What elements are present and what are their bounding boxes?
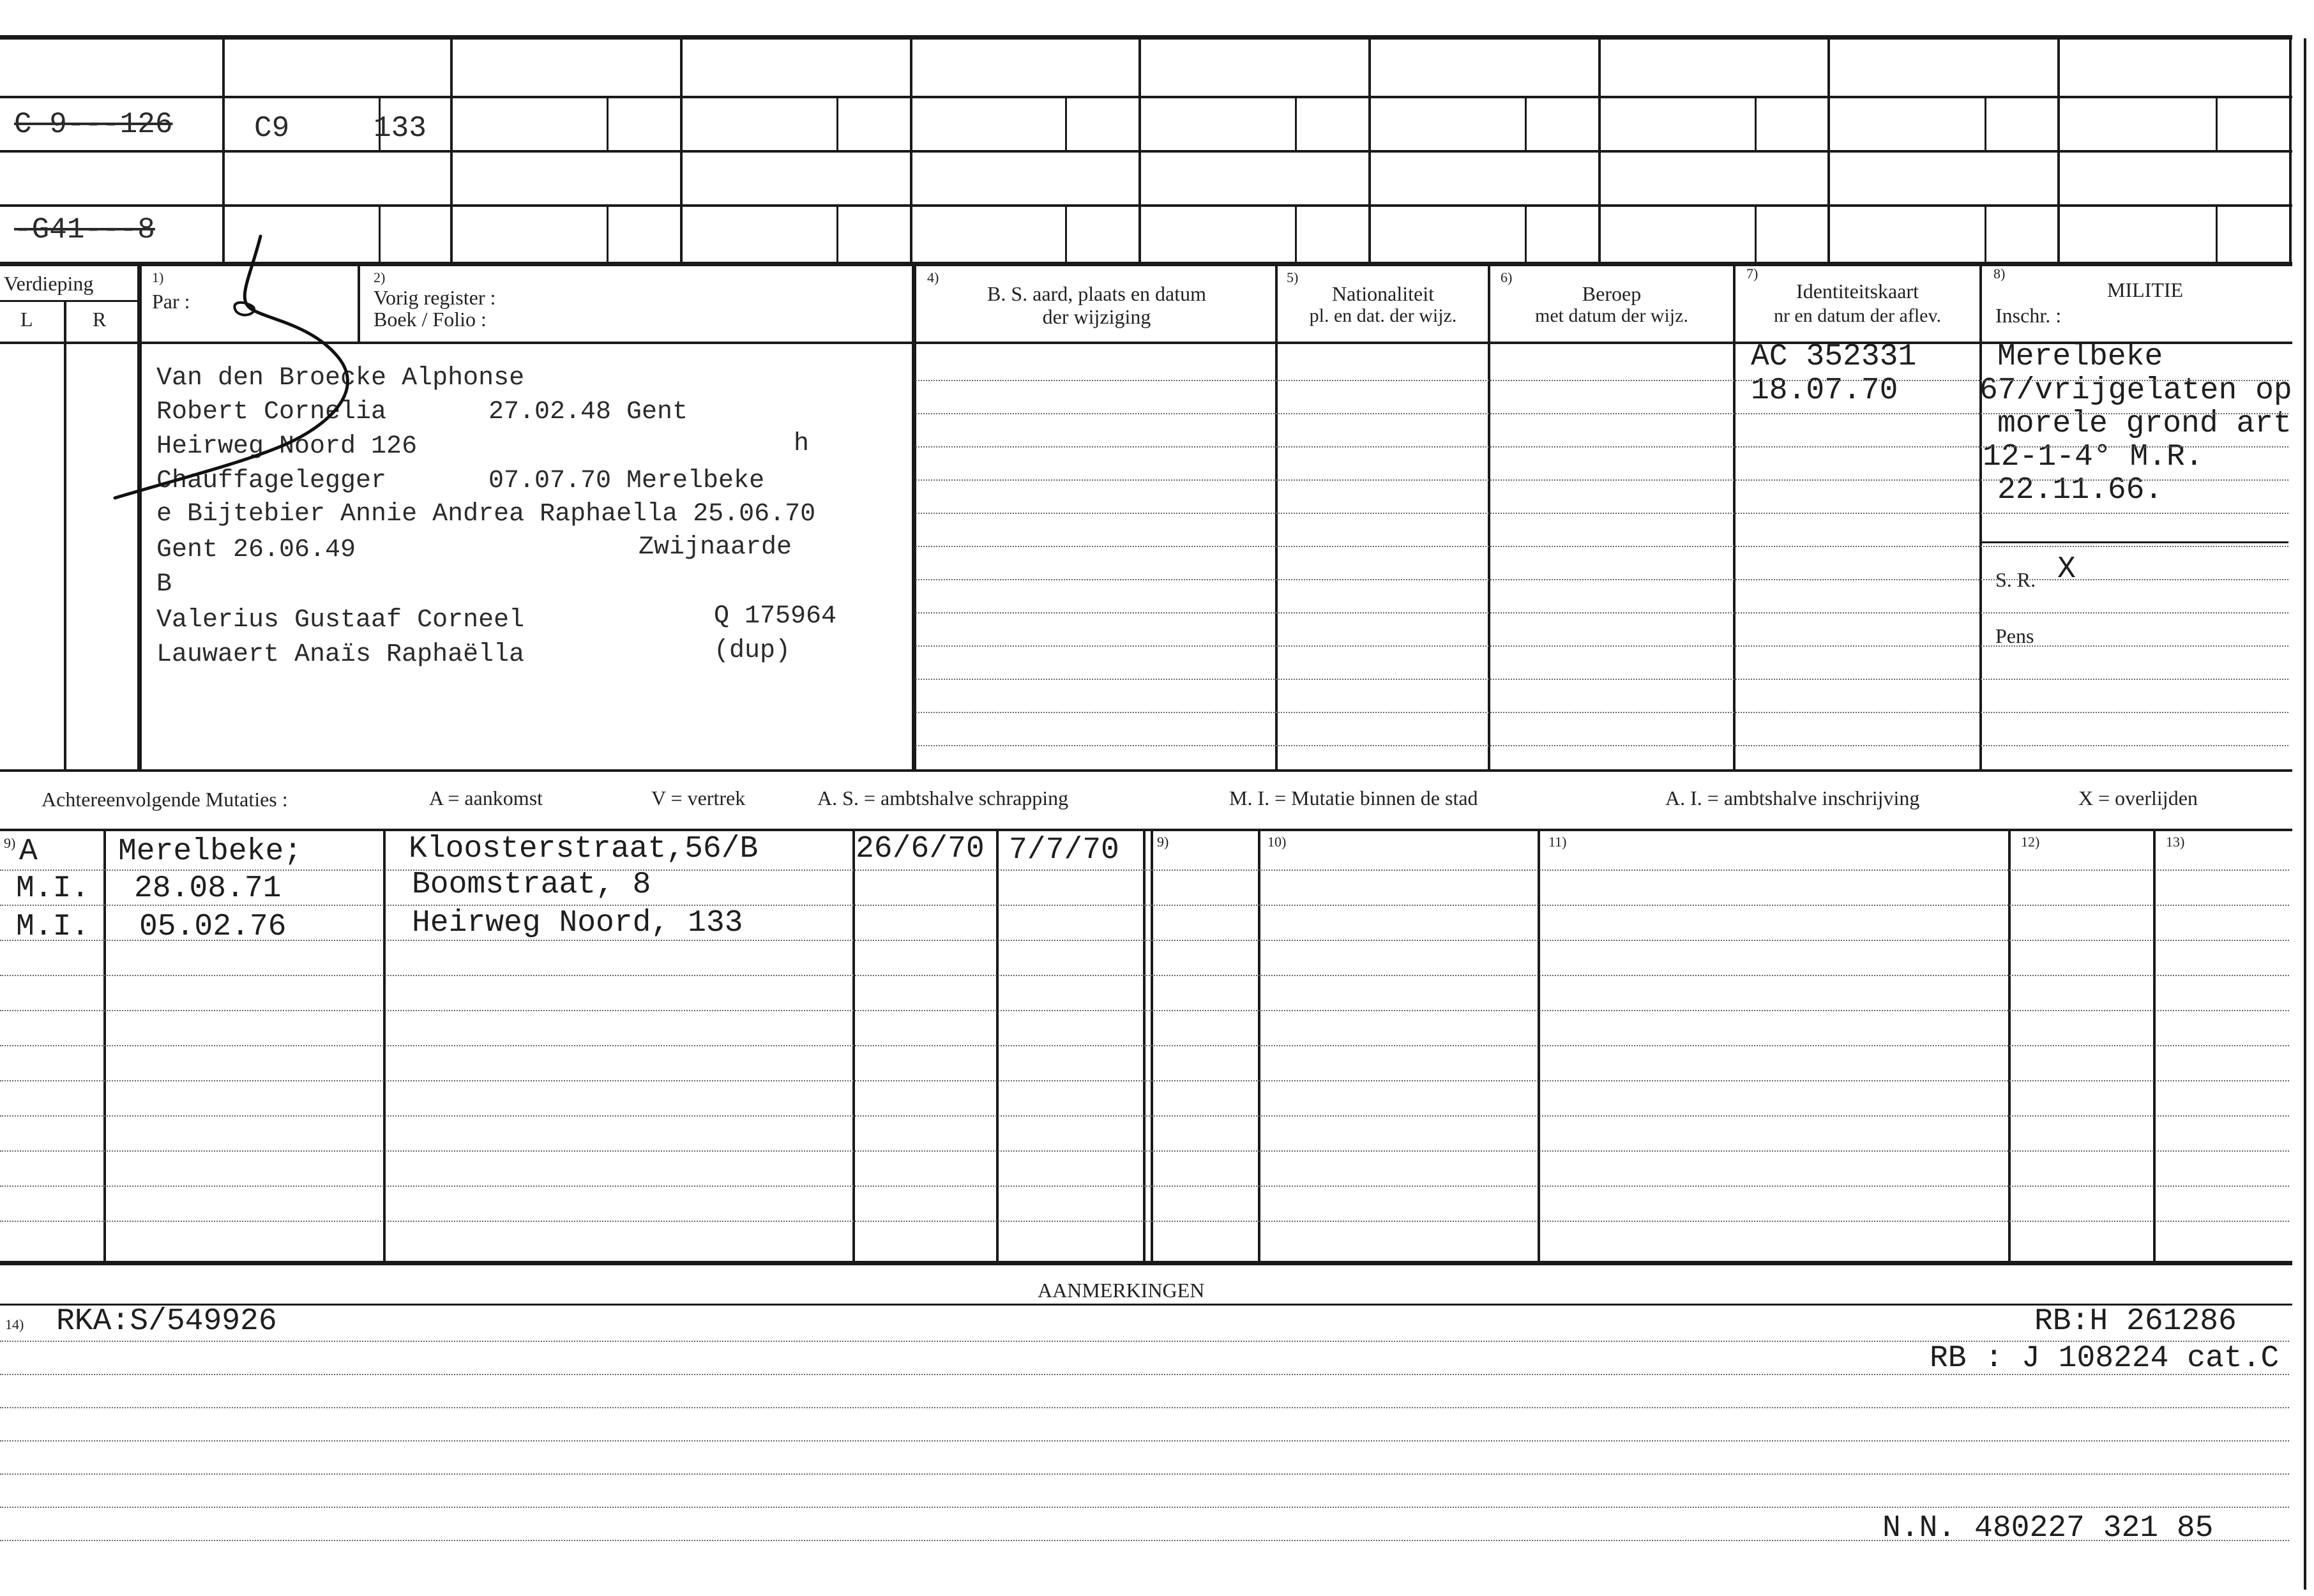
verdieping-label: Verdieping — [4, 272, 94, 295]
person-line-6a: Gent 26.06.49 — [156, 536, 356, 564]
beroep-num: 6) — [1501, 269, 1513, 285]
mut-col — [383, 830, 386, 1264]
ruled-line — [0, 1341, 2289, 1342]
id-number: AC 352331 — [1751, 340, 1917, 374]
grid-col — [1138, 37, 1141, 262]
grid-subcol — [1755, 204, 1757, 262]
person-line-8a: Valerius Gustaaf Corneel — [156, 606, 525, 635]
ruled-line — [916, 645, 2288, 647]
bs-num: 4) — [927, 269, 939, 285]
militie-label: MILITIE — [2107, 278, 2184, 301]
person-line-2b: 27.02.48 Gent — [488, 398, 688, 426]
boek-label: Boek / Folio : — [374, 308, 487, 331]
top-border — [0, 35, 2292, 40]
ruled-line — [916, 479, 2288, 481]
person-line-1: Van den Broecke Alphonse — [156, 364, 525, 393]
remarks-rbh: RB:H 261286 — [2034, 1304, 2237, 1339]
mut-row3-address: Heirweg Noord, 133 — [412, 906, 743, 940]
handwritten-signature-stroke — [102, 230, 370, 511]
mut-num-9a: 9) — [4, 835, 16, 851]
militie-num: 8) — [1993, 266, 2006, 282]
mut-row1-place: Merelbeke; — [118, 834, 303, 869]
id-label-2: nr en datum der aflev. — [1773, 305, 1942, 326]
militie-line-5: 22.11.66. — [1997, 473, 2163, 508]
grid-subcol — [2216, 204, 2218, 262]
ruled-line — [0, 1045, 2289, 1046]
col-beroep — [1488, 263, 1490, 771]
mut-num-9b: 9) — [1157, 834, 1169, 850]
legend-x: X = overlijden — [2078, 787, 2198, 809]
grid-subcol — [836, 96, 838, 150]
militie-line-1: Merelbeke — [1997, 340, 2163, 374]
mut-row2-address: Boomstraat, 8 — [412, 868, 651, 902]
grid-subcol — [1985, 96, 1986, 150]
vorig-num: 2) — [374, 269, 386, 285]
grid-col — [1368, 37, 1371, 262]
r-label: R — [93, 308, 107, 331]
code-c9: C9 — [254, 112, 290, 145]
ruled-line — [0, 975, 2289, 976]
grid-col — [222, 37, 225, 262]
remarks-rbj: RB : J 108224 cat.C — [1930, 1341, 2280, 1376]
ruled-line — [0, 1473, 2289, 1475]
grid-line — [0, 150, 2292, 153]
militie-line-4: 12-1-4° M.R. — [1983, 440, 2204, 474]
person-line-9a: Lauwaert Anaïs Raphaëlla — [156, 640, 525, 669]
id-date: 18.07.70 — [1751, 373, 1898, 408]
id-num: 7) — [1746, 266, 1758, 282]
code-133: 133 — [374, 112, 427, 145]
grid-subcol — [1525, 96, 1527, 150]
ruled-line — [0, 1080, 2289, 1081]
person-line-8b: Q 175964 — [714, 602, 837, 631]
sr-label: S. R. — [1995, 568, 2036, 591]
grid-subcol — [1985, 204, 1986, 262]
grid-col — [680, 37, 683, 262]
mut-col — [1258, 830, 1260, 1264]
person-line-3b: h — [794, 430, 810, 458]
col-nat — [1275, 263, 1278, 771]
grid-subcol — [836, 204, 838, 262]
inschr-label: Inschr. : — [1995, 304, 2062, 327]
person-line-4a: Chauffagelegger — [156, 467, 387, 495]
mut-row1-address: Kloosterstraat,56/B — [409, 832, 759, 866]
legend-ai: A. I. = ambtshalve inschrijving — [1665, 787, 1920, 809]
mut-col — [1538, 830, 1540, 1264]
ruled-line — [0, 940, 2289, 941]
grid-subcol — [1755, 96, 1757, 150]
right-edge-rule — [2304, 38, 2306, 1590]
ruled-line — [916, 579, 2288, 580]
beroep-label-1: Beroep — [1582, 282, 1642, 305]
mut-row1-code: A — [19, 834, 38, 869]
mut-col — [1151, 830, 1153, 1264]
mutations-bottom-line — [0, 1261, 2292, 1265]
mut-col — [996, 830, 999, 1264]
legend-title: Achtereenvolgende Mutaties : — [42, 788, 288, 811]
mut-num-13: 13) — [2166, 834, 2185, 850]
grid-subcol — [607, 204, 609, 262]
mut-row1-date2: 7/7/70 — [1009, 833, 1119, 868]
ruled-line — [0, 1221, 2289, 1222]
ruled-line — [916, 745, 2288, 746]
grid-subcol — [1295, 96, 1297, 150]
l-label: L — [20, 308, 33, 331]
nat-num: 5) — [1287, 269, 1299, 285]
col-militie — [1979, 263, 1982, 771]
grid-subcol — [2216, 96, 2218, 150]
ruled-line — [916, 513, 2288, 514]
grid-subcol — [607, 96, 609, 150]
sr-value: X — [2057, 552, 2076, 587]
mut-num-10: 10) — [1267, 834, 1287, 850]
mut-col — [103, 830, 106, 1264]
mut-row3-code: M.I. — [16, 910, 90, 944]
ruled-line — [916, 380, 2288, 381]
mut-num-12: 12) — [2021, 834, 2040, 850]
nat-label-2: pl. en dat. der wijz. — [1309, 305, 1457, 326]
grid-col — [1598, 37, 1601, 262]
par-num: 1) — [152, 269, 164, 285]
ruled-line — [916, 612, 2288, 614]
grid-line — [0, 204, 2292, 207]
mut-row2-place: 28.08.71 — [134, 871, 282, 906]
mut-col — [1143, 830, 1146, 1264]
ruled-line — [0, 1507, 2289, 1508]
code-struck-bottom: -G41---8 — [14, 213, 155, 246]
remarks-title: AANMERKINGEN — [1038, 1279, 1205, 1302]
col-l-r — [64, 300, 66, 769]
ruled-line — [0, 1010, 2289, 1011]
mut-row1-date1: 26/6/70 — [856, 832, 985, 866]
grid-line — [0, 96, 2292, 98]
ruled-line — [0, 1150, 2289, 1152]
grid-subcol — [1295, 204, 1297, 262]
remarks-num: 14) — [5, 1316, 24, 1332]
bs-label-2: der wijziging — [1042, 305, 1151, 328]
legend-v: V = vertrek — [651, 787, 746, 809]
person-line-9b: (dup) — [714, 636, 791, 665]
person-line-5: e Bijtebier Annie Andrea Raphaella 25.06.70 — [156, 500, 816, 529]
grid-col — [2289, 37, 2292, 262]
legend-bottom-line — [0, 829, 2292, 831]
person-line-3a: Heirweg Noord 126 — [156, 432, 418, 461]
grid-subcol — [1065, 96, 1067, 150]
grid-subcol — [379, 204, 381, 262]
ruled-line — [0, 1440, 2289, 1442]
vorig-label: Vorig register : — [374, 286, 496, 309]
militie-line-2: 67/vrijgelaten op — [1979, 373, 2292, 408]
beroep-label-2: met datum der wijz. — [1535, 305, 1688, 326]
grid-col — [1827, 37, 1830, 262]
mut-num-11: 11) — [1548, 834, 1567, 850]
ruled-line — [916, 679, 2288, 680]
ruled-line — [0, 1407, 2289, 1408]
id-label-1: Identiteitskaart — [1796, 280, 1919, 303]
remarks-rka: RKA:S/549926 — [56, 1304, 277, 1339]
mut-row3-place: 05.02.76 — [139, 910, 287, 944]
mut-col — [2008, 830, 2011, 1264]
ruled-line — [916, 712, 2288, 713]
ruled-line — [916, 413, 2288, 414]
remarks-nn: N.N. 480227 321 85 — [1882, 1511, 2214, 1546]
grid-col — [910, 37, 912, 262]
pens-label: Pens — [1995, 624, 2034, 647]
col-id — [1733, 263, 1736, 771]
col-bs — [912, 263, 916, 771]
militie-divider — [1982, 541, 2288, 543]
mut-col — [852, 830, 855, 1264]
mut-row2-code: M.I. — [16, 871, 90, 906]
legend-as: A. S. = ambtshalve schrapping — [817, 787, 1069, 809]
grid-col — [2057, 37, 2060, 262]
ruled-line — [916, 446, 2288, 448]
grid-subcol — [1525, 204, 1527, 262]
ruled-line — [0, 870, 2289, 871]
ruled-line — [0, 1374, 2289, 1375]
legend-a: A = aankomst — [429, 787, 543, 809]
person-line-4b: 07.07.70 Merelbeke — [488, 467, 765, 495]
bs-label-1: B. S. aard, plaats en datum — [987, 282, 1207, 305]
ruled-line — [0, 905, 2289, 906]
remarks-title-line — [0, 1304, 2292, 1306]
legend-top-line — [0, 769, 2292, 772]
ruled-line — [916, 546, 2288, 547]
person-line-2a: Robert Cornelia — [156, 398, 387, 426]
person-line-6b: Zwijnaarde — [639, 533, 792, 562]
code-struck-top: C 9---126 — [14, 108, 173, 141]
nat-label-1: Nationaliteit — [1332, 282, 1434, 305]
par-label: Par : — [152, 290, 190, 313]
grid-subcol — [1065, 204, 1067, 262]
ruled-line — [0, 1115, 2289, 1117]
mut-col — [2153, 830, 2156, 1264]
militie-line-3: morele grond art — [1997, 407, 2292, 441]
legend-mi: M. I. = Mutatie binnen de stad — [1229, 787, 1478, 809]
person-line-7: B — [156, 570, 172, 599]
ruled-line — [0, 1186, 2289, 1187]
grid-col — [450, 37, 453, 262]
ruled-line — [0, 1540, 2289, 1541]
